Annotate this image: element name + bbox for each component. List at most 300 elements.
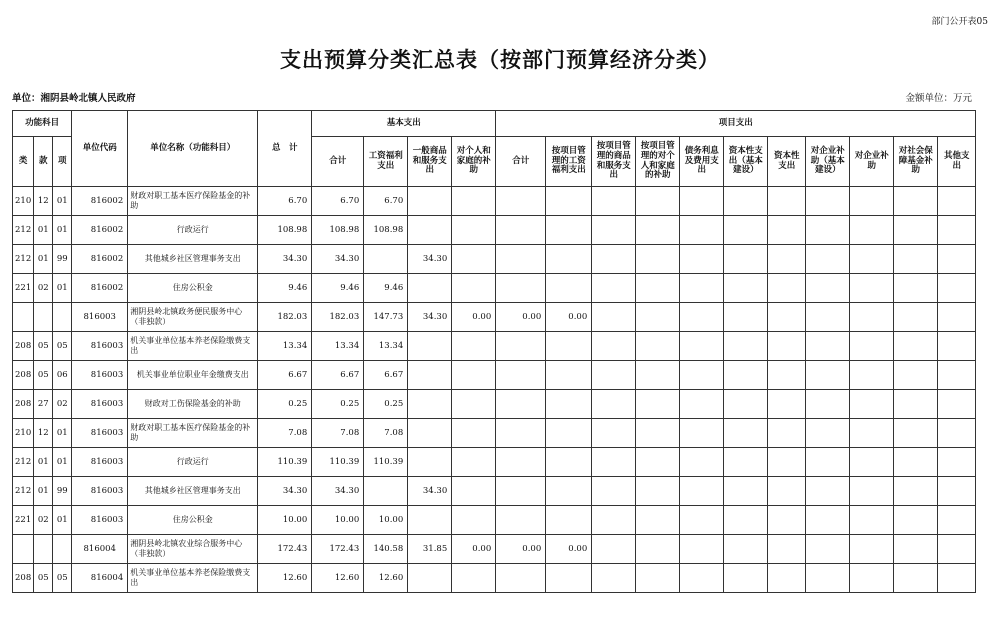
cell-b-wage: 110.39 bbox=[364, 448, 408, 477]
cell-empty bbox=[724, 332, 768, 361]
header-project-col: 合计 bbox=[496, 137, 546, 187]
cell-kuan: 05 bbox=[34, 332, 53, 361]
cell-empty bbox=[724, 390, 768, 419]
cell-total: 7.08 bbox=[258, 419, 312, 448]
cell-kuan: 05 bbox=[34, 361, 53, 390]
cell-empty bbox=[592, 274, 636, 303]
header-basic-col: 工资福利支出 bbox=[364, 137, 408, 187]
cell-empty bbox=[806, 274, 850, 303]
cell-b-goods: 31.85 bbox=[408, 535, 452, 564]
cell-empty bbox=[592, 535, 636, 564]
header-project-col: 资本性支出（基本建设） bbox=[724, 137, 768, 187]
cell-empty bbox=[680, 187, 724, 216]
cell-empty bbox=[768, 187, 806, 216]
cell-empty bbox=[636, 390, 680, 419]
cell-p-total bbox=[496, 187, 546, 216]
cell-empty bbox=[724, 216, 768, 245]
cell-kuan: 02 bbox=[34, 506, 53, 535]
table-row bbox=[13, 477, 976, 506]
cell-empty bbox=[592, 477, 636, 506]
cell-b-total: 6.70 bbox=[312, 187, 364, 216]
cell-empty bbox=[592, 187, 636, 216]
cell-b-total: 0.25 bbox=[312, 390, 364, 419]
cell-empty bbox=[768, 477, 806, 506]
cell-empty bbox=[850, 477, 894, 506]
cell-unit-code: 816003 bbox=[72, 419, 128, 448]
cell-b-wage: 9.46 bbox=[364, 274, 408, 303]
cell-empty bbox=[680, 303, 724, 332]
cell-b-goods bbox=[408, 274, 452, 303]
cell-p-total bbox=[496, 448, 546, 477]
cell-total: 172.43 bbox=[258, 535, 312, 564]
cell-empty bbox=[806, 187, 850, 216]
cell-b-total: 13.34 bbox=[312, 332, 364, 361]
cell-empty bbox=[768, 390, 806, 419]
header-project-col: 对企业补助 bbox=[850, 137, 894, 187]
cell-empty bbox=[850, 216, 894, 245]
cell-b-goods: 34.30 bbox=[408, 245, 452, 274]
cell-p-wage bbox=[546, 419, 592, 448]
cell-b-total: 34.30 bbox=[312, 477, 364, 506]
cell-p-wage bbox=[546, 506, 592, 535]
cell-empty bbox=[850, 390, 894, 419]
cell-empty bbox=[724, 564, 768, 593]
cell-unit-code: 816003 bbox=[72, 390, 128, 419]
cell-p-wage bbox=[546, 245, 592, 274]
header-basic-col: 合计 bbox=[312, 137, 364, 187]
cell-empty bbox=[806, 477, 850, 506]
cell-unit-code: 816004 bbox=[72, 535, 128, 564]
cell-empty bbox=[592, 390, 636, 419]
cell-empty bbox=[850, 535, 894, 564]
cell-xiang: 01 bbox=[53, 216, 72, 245]
cell-empty bbox=[768, 361, 806, 390]
cell-empty bbox=[894, 564, 938, 593]
cell-empty bbox=[636, 332, 680, 361]
cell-b-goods bbox=[408, 448, 452, 477]
cell-empty bbox=[938, 187, 976, 216]
cell-lei: 212 bbox=[13, 245, 34, 274]
cell-kuan: 01 bbox=[34, 216, 53, 245]
table-row bbox=[13, 187, 976, 216]
cell-b-personal bbox=[452, 245, 496, 274]
cell-empty bbox=[636, 564, 680, 593]
cell-lei: 210 bbox=[13, 419, 34, 448]
cell-unit-code: 816002 bbox=[72, 274, 128, 303]
cell-empty bbox=[680, 390, 724, 419]
cell-empty bbox=[724, 477, 768, 506]
cell-total: 13.34 bbox=[258, 332, 312, 361]
cell-b-wage: 7.08 bbox=[364, 419, 408, 448]
cell-xiang bbox=[53, 535, 72, 564]
cell-empty bbox=[724, 506, 768, 535]
header-project-col: 其他支出 bbox=[938, 137, 976, 187]
cell-lei: 221 bbox=[13, 274, 34, 303]
cell-b-personal bbox=[452, 332, 496, 361]
cell-unit-name: 湘阴县岭北镇政务便民服务中心（非独款） bbox=[128, 303, 258, 332]
cell-kuan: 01 bbox=[34, 477, 53, 506]
cell-b-goods: 34.30 bbox=[408, 303, 452, 332]
cell-b-goods bbox=[408, 390, 452, 419]
cell-unit-name: 行政运行 bbox=[128, 448, 258, 477]
cell-empty bbox=[768, 448, 806, 477]
cell-empty bbox=[592, 216, 636, 245]
cell-xiang: 01 bbox=[53, 419, 72, 448]
cell-empty bbox=[636, 216, 680, 245]
cell-unit-name: 财政对职工基本医疗保险基金的补助 bbox=[128, 187, 258, 216]
cell-b-personal: 0.00 bbox=[452, 303, 496, 332]
cell-empty bbox=[680, 245, 724, 274]
cell-empty bbox=[850, 332, 894, 361]
cell-xiang: 01 bbox=[53, 274, 72, 303]
header-project: 项目支出 bbox=[496, 111, 976, 137]
cell-empty bbox=[938, 303, 976, 332]
header-xiang: 项 bbox=[53, 137, 72, 187]
cell-b-total: 7.08 bbox=[312, 419, 364, 448]
cell-b-goods bbox=[408, 216, 452, 245]
cell-unit-name: 机关事业单位职业年金缴费支出 bbox=[128, 361, 258, 390]
cell-empty bbox=[680, 506, 724, 535]
cell-empty bbox=[894, 274, 938, 303]
cell-b-personal bbox=[452, 564, 496, 593]
cell-empty bbox=[806, 419, 850, 448]
cell-unit-code: 816003 bbox=[72, 477, 128, 506]
cell-empty bbox=[850, 361, 894, 390]
cell-total: 34.30 bbox=[258, 477, 312, 506]
cell-empty bbox=[724, 187, 768, 216]
cell-empty bbox=[938, 448, 976, 477]
cell-empty bbox=[592, 361, 636, 390]
cell-empty bbox=[680, 361, 724, 390]
cell-unit-code: 816002 bbox=[72, 216, 128, 245]
table-row bbox=[13, 535, 976, 564]
cell-b-wage: 6.70 bbox=[364, 187, 408, 216]
cell-unit-name: 行政运行 bbox=[128, 216, 258, 245]
cell-kuan: 05 bbox=[34, 564, 53, 593]
cell-b-wage: 0.25 bbox=[364, 390, 408, 419]
cell-lei: 221 bbox=[13, 506, 34, 535]
cell-xiang: 06 bbox=[53, 361, 72, 390]
cell-b-goods bbox=[408, 419, 452, 448]
table-row bbox=[13, 564, 976, 593]
table-row bbox=[13, 361, 976, 390]
cell-b-total: 10.00 bbox=[312, 506, 364, 535]
cell-p-wage bbox=[546, 477, 592, 506]
table-row bbox=[13, 332, 976, 361]
cell-empty bbox=[768, 564, 806, 593]
cell-total: 110.39 bbox=[258, 448, 312, 477]
cell-empty bbox=[894, 419, 938, 448]
cell-empty bbox=[850, 419, 894, 448]
cell-empty bbox=[592, 303, 636, 332]
cell-p-total bbox=[496, 216, 546, 245]
header-kuan: 款 bbox=[34, 137, 53, 187]
cell-empty bbox=[724, 361, 768, 390]
cell-empty bbox=[592, 564, 636, 593]
cell-empty bbox=[894, 448, 938, 477]
cell-b-wage bbox=[364, 245, 408, 274]
cell-lei bbox=[13, 303, 34, 332]
cell-b-personal: 0.00 bbox=[452, 535, 496, 564]
cell-empty bbox=[592, 245, 636, 274]
cell-empty bbox=[724, 274, 768, 303]
cell-empty bbox=[680, 274, 724, 303]
form-number: 部门公开表05 bbox=[931, 17, 988, 27]
cell-unit-code: 816003 bbox=[72, 361, 128, 390]
cell-p-total: 0.00 bbox=[496, 535, 546, 564]
cell-p-total bbox=[496, 245, 546, 274]
cell-empty bbox=[592, 506, 636, 535]
cell-p-total bbox=[496, 361, 546, 390]
cell-kuan: 27 bbox=[34, 390, 53, 419]
cell-p-wage bbox=[546, 390, 592, 419]
cell-b-total: 12.60 bbox=[312, 564, 364, 593]
header-project-col: 对社会保障基金补助 bbox=[894, 137, 938, 187]
cell-unit-code: 816003 bbox=[72, 303, 128, 332]
cell-total: 182.03 bbox=[258, 303, 312, 332]
cell-empty bbox=[850, 187, 894, 216]
cell-xiang: 01 bbox=[53, 506, 72, 535]
cell-b-wage: 6.67 bbox=[364, 361, 408, 390]
cell-xiang bbox=[53, 303, 72, 332]
cell-p-total: 0.00 bbox=[496, 303, 546, 332]
cell-empty bbox=[938, 274, 976, 303]
cell-unit-name: 机关事业单位基本养老保险缴费支出 bbox=[128, 564, 258, 593]
cell-empty bbox=[850, 245, 894, 274]
cell-b-goods bbox=[408, 187, 452, 216]
cell-lei: 212 bbox=[13, 216, 34, 245]
cell-b-wage: 10.00 bbox=[364, 506, 408, 535]
cell-empty bbox=[636, 245, 680, 274]
cell-unit-code: 816002 bbox=[72, 187, 128, 216]
cell-empty bbox=[894, 535, 938, 564]
cell-total: 108.98 bbox=[258, 216, 312, 245]
cell-p-total bbox=[496, 506, 546, 535]
cell-empty bbox=[680, 564, 724, 593]
cell-total: 9.46 bbox=[258, 274, 312, 303]
cell-p-wage bbox=[546, 361, 592, 390]
cell-empty bbox=[894, 216, 938, 245]
header-basic: 基本支出 bbox=[312, 111, 496, 137]
cell-unit-code: 816003 bbox=[72, 506, 128, 535]
cell-b-wage: 12.60 bbox=[364, 564, 408, 593]
cell-b-personal bbox=[452, 390, 496, 419]
cell-total: 34.30 bbox=[258, 245, 312, 274]
cell-empty bbox=[938, 564, 976, 593]
cell-unit-name: 机关事业单位基本养老保险缴费支出 bbox=[128, 332, 258, 361]
cell-empty bbox=[894, 332, 938, 361]
table-row bbox=[13, 216, 976, 245]
table-row bbox=[13, 448, 976, 477]
cell-unit-code: 816003 bbox=[72, 448, 128, 477]
header-project-col: 按项目管理的商品和服务支出 bbox=[592, 137, 636, 187]
cell-empty bbox=[894, 477, 938, 506]
cell-b-total: 9.46 bbox=[312, 274, 364, 303]
cell-b-personal bbox=[452, 216, 496, 245]
header-project-col: 资本性支出 bbox=[768, 137, 806, 187]
cell-unit-code: 816004 bbox=[72, 564, 128, 593]
cell-empty bbox=[724, 448, 768, 477]
cell-empty bbox=[768, 274, 806, 303]
cell-empty bbox=[636, 535, 680, 564]
cell-b-wage: 108.98 bbox=[364, 216, 408, 245]
cell-b-total: 182.03 bbox=[312, 303, 364, 332]
cell-p-total bbox=[496, 419, 546, 448]
cell-unit-name: 其他城乡社区管理事务支出 bbox=[128, 477, 258, 506]
cell-empty bbox=[850, 274, 894, 303]
cell-empty bbox=[938, 506, 976, 535]
cell-p-wage bbox=[546, 332, 592, 361]
cell-b-personal bbox=[452, 274, 496, 303]
cell-empty bbox=[636, 187, 680, 216]
cell-empty bbox=[850, 303, 894, 332]
cell-empty bbox=[938, 332, 976, 361]
cell-b-goods bbox=[408, 564, 452, 593]
cell-total: 0.25 bbox=[258, 390, 312, 419]
cell-unit-name: 财政对工伤保险基金的补助 bbox=[128, 390, 258, 419]
cell-b-total: 172.43 bbox=[312, 535, 364, 564]
header-basic-col: 一般商品和服务支出 bbox=[408, 137, 452, 187]
cell-p-total bbox=[496, 274, 546, 303]
cell-p-total bbox=[496, 564, 546, 593]
cell-p-wage bbox=[546, 564, 592, 593]
cell-empty bbox=[768, 535, 806, 564]
header-project-col: 按项目管理的对个人和家庭的补助 bbox=[636, 137, 680, 187]
cell-empty bbox=[894, 303, 938, 332]
cell-xiang: 02 bbox=[53, 390, 72, 419]
cell-empty bbox=[768, 332, 806, 361]
cell-lei: 210 bbox=[13, 187, 34, 216]
cell-empty bbox=[894, 361, 938, 390]
cell-b-personal bbox=[452, 419, 496, 448]
cell-empty bbox=[636, 506, 680, 535]
cell-empty bbox=[806, 390, 850, 419]
cell-empty bbox=[636, 274, 680, 303]
table-row bbox=[13, 303, 976, 332]
cell-lei: 208 bbox=[13, 564, 34, 593]
cell-b-total: 34.30 bbox=[312, 245, 364, 274]
header-project-col: 按项目管理的工资福利支出 bbox=[546, 137, 592, 187]
cell-b-wage bbox=[364, 477, 408, 506]
cell-unit-name: 住房公积金 bbox=[128, 506, 258, 535]
cell-empty bbox=[806, 245, 850, 274]
cell-empty bbox=[768, 419, 806, 448]
cell-b-total: 6.67 bbox=[312, 361, 364, 390]
cell-p-wage: 0.00 bbox=[546, 535, 592, 564]
cell-empty bbox=[636, 477, 680, 506]
cell-b-total: 108.98 bbox=[312, 216, 364, 245]
cell-b-wage: 140.58 bbox=[364, 535, 408, 564]
cell-p-total bbox=[496, 390, 546, 419]
cell-total: 12.60 bbox=[258, 564, 312, 593]
cell-unit-name: 住房公积金 bbox=[128, 274, 258, 303]
cell-empty bbox=[636, 303, 680, 332]
cell-p-wage bbox=[546, 448, 592, 477]
cell-empty bbox=[680, 535, 724, 564]
cell-p-wage bbox=[546, 216, 592, 245]
cell-kuan: 12 bbox=[34, 187, 53, 216]
cell-xiang: 05 bbox=[53, 332, 72, 361]
cell-lei: 212 bbox=[13, 477, 34, 506]
cell-empty bbox=[768, 506, 806, 535]
cell-empty bbox=[592, 332, 636, 361]
cell-empty bbox=[894, 245, 938, 274]
cell-unit-name: 财政对职工基本医疗保险基金的补助 bbox=[128, 419, 258, 448]
unit-label: 单位：湘阴县岭北镇人民政府 bbox=[12, 93, 136, 104]
cell-xiang: 01 bbox=[53, 187, 72, 216]
cell-empty bbox=[938, 390, 976, 419]
table-row bbox=[13, 245, 976, 274]
cell-b-total: 110.39 bbox=[312, 448, 364, 477]
cell-unit-code: 816002 bbox=[72, 245, 128, 274]
cell-empty bbox=[894, 390, 938, 419]
cell-lei: 208 bbox=[13, 390, 34, 419]
cell-empty bbox=[938, 361, 976, 390]
cell-empty bbox=[636, 448, 680, 477]
cell-unit-name: 湘阴县岭北镇农业综合服务中心（非独款） bbox=[128, 535, 258, 564]
cell-empty bbox=[938, 419, 976, 448]
cell-empty bbox=[806, 303, 850, 332]
cell-empty bbox=[768, 216, 806, 245]
cell-empty bbox=[680, 477, 724, 506]
cell-empty bbox=[938, 245, 976, 274]
cell-empty bbox=[938, 477, 976, 506]
cell-b-personal bbox=[452, 187, 496, 216]
cell-empty bbox=[806, 535, 850, 564]
cell-empty bbox=[806, 332, 850, 361]
header-project-col: 债务利息及费用支出 bbox=[680, 137, 724, 187]
cell-xiang: 01 bbox=[53, 448, 72, 477]
table-row bbox=[13, 506, 976, 535]
cell-lei: 208 bbox=[13, 332, 34, 361]
table-row bbox=[13, 419, 976, 448]
cell-empty bbox=[850, 564, 894, 593]
cell-unit-name: 其他城乡社区管理事务支出 bbox=[128, 245, 258, 274]
header-lei: 类 bbox=[13, 137, 34, 187]
cell-empty bbox=[724, 419, 768, 448]
header-unit-name: 单位名称（功能科目） bbox=[128, 111, 258, 187]
cell-empty bbox=[680, 332, 724, 361]
cell-b-personal bbox=[452, 477, 496, 506]
cell-xiang: 99 bbox=[53, 477, 72, 506]
cell-lei: 212 bbox=[13, 448, 34, 477]
budget-table bbox=[12, 110, 976, 593]
cell-empty bbox=[636, 361, 680, 390]
cell-lei bbox=[13, 535, 34, 564]
cell-empty bbox=[680, 216, 724, 245]
cell-empty bbox=[938, 535, 976, 564]
cell-empty bbox=[592, 448, 636, 477]
cell-empty bbox=[724, 245, 768, 274]
header-basic-col: 对个人和家庭的补助 bbox=[452, 137, 496, 187]
cell-p-total bbox=[496, 477, 546, 506]
cell-empty bbox=[724, 303, 768, 332]
cell-empty bbox=[806, 506, 850, 535]
cell-empty bbox=[680, 448, 724, 477]
header-func-subject: 功能科目 bbox=[13, 111, 72, 137]
page-title: 支出预算分类汇总表（按部门预算经济分类） bbox=[280, 47, 720, 72]
cell-empty bbox=[768, 245, 806, 274]
cell-unit-code: 816003 bbox=[72, 332, 128, 361]
cell-empty bbox=[850, 448, 894, 477]
cell-b-goods bbox=[408, 361, 452, 390]
header-total: 总 计 bbox=[258, 111, 312, 187]
cell-empty bbox=[806, 361, 850, 390]
cell-empty bbox=[806, 448, 850, 477]
cell-xiang: 99 bbox=[53, 245, 72, 274]
cell-empty bbox=[768, 303, 806, 332]
cell-empty bbox=[806, 216, 850, 245]
